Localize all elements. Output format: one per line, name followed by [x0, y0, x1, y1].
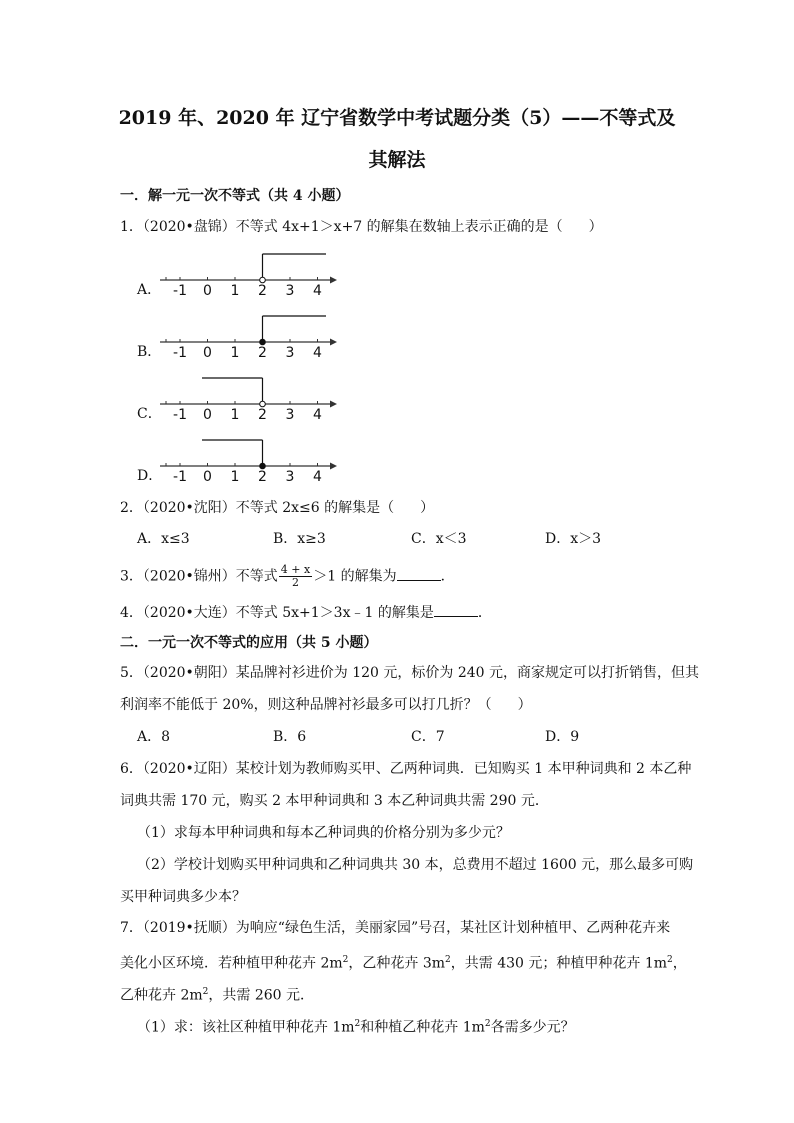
question-4: 4．（2020•大连）不等式 5x+1＞3x﹣1 的解集是 ． — [120, 605, 492, 621]
tick-label: 0 — [203, 345, 212, 361]
q1-option-b-label: B． — [137, 344, 162, 360]
number-line-a — [160, 252, 340, 302]
fraction: $\frac{4 + x}{2}$ — [280, 563, 311, 589]
number-line-d — [160, 438, 340, 488]
tick-label: 0 — [203, 469, 212, 485]
endpoint-dot — [260, 401, 266, 407]
number-line-b — [160, 314, 340, 364]
question-1-text: 1．（2020•盘锦）不等式 4x+1＞x+7 的解集在数轴上表示正确的是（ — [120, 219, 563, 235]
q2-option-c: C．x＜3 — [411, 531, 467, 547]
tick-label: 4 — [313, 407, 322, 423]
tick-label: 3 — [285, 407, 295, 423]
question-7-line3: 乙种花卉 $2m^2$，共需 260 元． — [120, 987, 314, 1004]
question-6-sub1: （1）求每本甲种词典和每本乙种词典的价格分别为多少元？ — [137, 825, 510, 841]
tick-label: -1 — [173, 283, 187, 299]
endpoint-dot — [260, 277, 266, 283]
question-6-sub2-line2: 买甲种词典多少本？ — [120, 889, 246, 905]
question-6-line2: 词典共需 170 元，购买 2 本甲种词典和 3 本乙种词典共需 290 元． — [120, 793, 549, 809]
question-5-line2: 利润率不能低于 20%，则这种品牌衬衫最多可以打几折？（ ） — [120, 697, 532, 713]
q5-option-b: B．6 — [273, 729, 307, 745]
tick-label: 3 — [285, 345, 295, 361]
tick-label: 0 — [203, 283, 212, 299]
page-title-line1: 2019 年、2020 年 辽宁省数学中考试题分类（5）——不等式及 — [118, 107, 676, 129]
question-7-line2: 美化小区环境．若种植甲种花卉 $2m^2$，乙种花卉 $3m^2$，共需 430 元；种植甲种花卉 $1m^2$， — [120, 955, 687, 972]
q1-option-a-label: A． — [137, 282, 162, 298]
tick-label: 2 — [258, 469, 267, 485]
axis-arrow — [330, 463, 337, 470]
q5-option-d: D．9 — [545, 729, 580, 745]
section-heading-1: 一．解一元一次不等式（共 4 小题） — [120, 188, 350, 204]
tick-label: 3 — [285, 283, 295, 299]
q1-option-d-numberline — [160, 438, 340, 488]
question-1: 1．（2020•盘锦）不等式 4x+1＞x+7 的解集在数轴上表示正确的是（ ） — [120, 219, 603, 235]
question-7-line1: 7．（2019•抚顺）为响应“绿色生活，美丽家园”号召，某社区计划种植甲、乙两种花卉来 — [120, 920, 671, 936]
number-line-c — [160, 376, 340, 426]
tick-label: 4 — [313, 469, 322, 485]
q5-option-c: C．7 — [411, 729, 445, 745]
tick-label: 1 — [230, 469, 240, 485]
question-5-line1: 5．（2020•朝阳）某品牌衬衫进价为 120 元，标价为 240 元，商家规定可以打折销售，但其 — [120, 665, 700, 681]
tick-label: 4 — [313, 345, 322, 361]
question-3: 3．（2020•锦州）不等式 $\frac{4 + x}{2}$ ＞1 的解集为 ． — [120, 563, 455, 589]
tick-label: 3 — [285, 469, 295, 485]
endpoint-dot — [260, 463, 266, 469]
tick-label: 4 — [313, 283, 322, 299]
answer-blank — [397, 568, 441, 581]
tick-label: 1 — [230, 345, 240, 361]
q1-option-c-numberline — [160, 376, 340, 426]
tick-label: -1 — [173, 469, 187, 485]
answer-blank — [434, 604, 478, 617]
tick-label: 2 — [258, 283, 267, 299]
tick-label: 1 — [230, 407, 240, 423]
question-6-line1: 6．（2020•辽阳）某校计划为教师购买甲、乙两种词典．已知购买 1 本甲种词典和 2 本乙种 — [120, 761, 692, 777]
page-title-line2: 其解法 — [368, 149, 426, 171]
q2-option-b: B．x≥3 — [273, 531, 326, 547]
q5-option-a: A．8 — [137, 729, 171, 745]
tick-label: 1 — [230, 283, 240, 299]
q1-option-b-numberline — [160, 314, 340, 364]
q2-option-d: D．x＞3 — [545, 531, 602, 547]
tick-label: -1 — [173, 407, 187, 423]
q1-option-c-label: C． — [137, 406, 162, 422]
q1-option-d-label: D． — [137, 468, 163, 484]
endpoint-dot — [260, 339, 266, 345]
section-heading-2: 二．一元一次不等式的应用（共 5 小题） — [120, 635, 378, 651]
axis-arrow — [330, 277, 337, 284]
question-7-sub1: （1）求：该社区种植甲种花卉 $1m^2$和种植乙种花卉 $1m^2$各需多少元？ — [137, 1019, 575, 1036]
tick-label: 2 — [258, 407, 267, 423]
tick-label: 0 — [203, 407, 212, 423]
q2-option-a: A．x≤3 — [137, 531, 190, 547]
question-2: 2．（2020•沈阳）不等式 2x≤6 的解集是（ ） — [120, 500, 435, 516]
axis-arrow — [330, 339, 337, 346]
axis-arrow — [330, 401, 337, 408]
tick-label: -1 — [173, 345, 187, 361]
q1-option-a-numberline — [160, 252, 340, 302]
tick-label: 2 — [258, 345, 267, 361]
question-2-text: 2．（2020•沈阳）不等式 2x≤6 的解集是（ — [120, 500, 395, 516]
question-6-sub2-line1: （2）学校计划购买甲种词典和乙种词典共 30 本，总费用不超过 1600 元，那么最多可购 — [137, 857, 694, 873]
